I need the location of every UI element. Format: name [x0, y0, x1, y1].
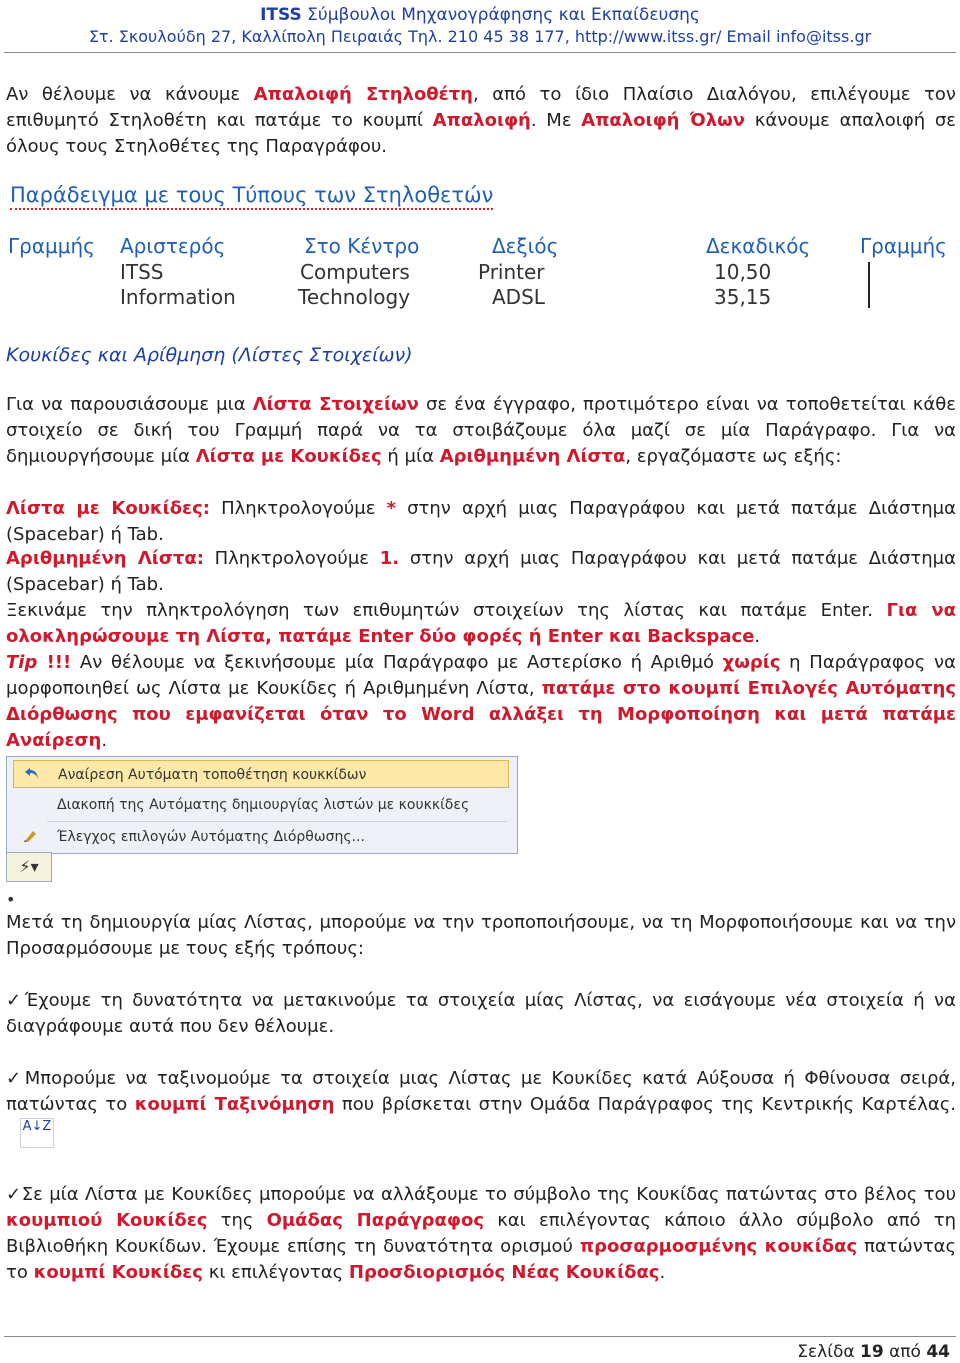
page-number: 19	[860, 1342, 884, 1362]
tab-value: Computers	[300, 260, 410, 284]
highlight: κουμπί Κουκίδες	[33, 1262, 203, 1283]
autocorrect-options-menu	[6, 756, 518, 854]
text: και επιλέγοντας κάποιο άλλο σύμβολο από τη Βιβλιοθήκη Κουκίδων. Έχουμε επίσης τη δυνατότητα ορισμού	[6, 1210, 956, 1257]
tiny-bullet: •	[6, 890, 16, 909]
menu-item-label: Διακοπή της Αυτόματης δημιουργίας λιστών με κουκκίδες	[57, 797, 470, 813]
footer-divider	[4, 1336, 956, 1337]
autocorrect-icon	[23, 829, 39, 843]
text: Αν θέλουμε να κάνουμε	[6, 84, 254, 105]
paragraph-tab-clear	[6, 82, 956, 160]
text: η Παράγραφος να μορφοποιηθεί ως Λίστα με Κουκίδες ή Αριθμημένη Λίστα,	[6, 652, 956, 699]
menu-item-label: Αναίρεση Αυτόματη τοποθέτηση κουκκίδων	[58, 767, 367, 783]
tab-value: ITSS	[120, 260, 164, 284]
sort-icon: A↓Z	[20, 1118, 54, 1148]
text: .	[101, 730, 108, 751]
highlight: Αριθμημένη Λίστα	[439, 446, 626, 467]
header-line-2: Στ. Σκουλούδη 27, Καλλίπολη Πειραιάς Τηλ. 210 45 38 177, http://www.itss.gr/ Email info@itss.gr	[88, 27, 872, 46]
highlight: Απαλοιφή	[432, 110, 531, 131]
highlight: Λίστα Στοιχείων	[252, 394, 419, 415]
text: Πληκτρολογούμε	[209, 498, 387, 519]
tab-value: 35,15	[714, 285, 772, 309]
text: ή μία	[381, 446, 440, 467]
text: Αν θέλουμε να ξεκινήσουμε μία Παράγραφο με Αστερίσκο ή Αριθμό	[71, 652, 723, 673]
header-brand: ITSS	[260, 5, 302, 25]
text: κάνουμε απαλοιφή σε όλους τους Στηλοθέτες της Παραγράφου.	[6, 110, 957, 157]
text: στην αρχή μιας Παραγράφου και μετά πατάμε Διάστημα (Spacebar) ή Tab.	[6, 498, 957, 545]
highlight: χωρίς	[722, 652, 781, 673]
check-icon: ✓	[6, 1068, 25, 1089]
menu-separator	[47, 821, 507, 822]
highlight: Αριθμημένη Λίστα:	[6, 548, 204, 569]
header-company: Σύμβουλοι Μηχανογράφησης και Εκπαίδευσης	[301, 5, 700, 25]
paragraph-numbering	[6, 546, 956, 598]
text: , εργαζόμαστε ως εξής:	[625, 446, 842, 467]
text: . Με	[530, 110, 582, 131]
text: Ξεκινάμε την πληκτρολόγηση των επιθυμητών στοιχείων της λίστας και πατάμε Enter.	[6, 600, 887, 621]
menu-item-label: Έλεγχος επιλογών Αυτόματης Διόρθωσης...	[57, 829, 365, 845]
text: σε ένα έγγραφο, προτιμότερο είναι να τοποθετείται κάθε στοιχείο σε δική του Γραμμή παρά να τα στοιβάζουμε όλα μαζί σε μία Παράγραφο. Για να δημιουργήσουμε μία	[6, 394, 956, 467]
page-total: 44	[926, 1342, 950, 1362]
tab-value: Technology	[298, 285, 411, 309]
undo-icon	[24, 767, 40, 781]
text: .	[659, 1262, 666, 1283]
tab-value: 10,50	[714, 260, 772, 284]
highlight: Για να ολοκληρώσουμε τη Λίστα, πατάμε Enter δύο φορές ή Enter και Backspace	[6, 600, 956, 647]
tab-value: Information	[120, 285, 236, 309]
tab-header: Δεκαδικός	[706, 234, 811, 258]
text: Έχουμε τη δυνατότητα να μετακινούμε τα στοιχεία μίας Λίστας, να εισάγουμε νέα στοιχεία ή να διαγράφουμε αυτά που δεν θέλουμε.	[6, 990, 956, 1037]
text: της	[207, 1210, 267, 1231]
menu-item-stop-bullets[interactable]	[13, 791, 509, 819]
tab-value: ADSL	[492, 285, 545, 309]
tab-example-title: Παράδειγμα με τους Τύπους των Στηλοθετών	[10, 182, 493, 210]
text: Σελίδα	[797, 1342, 860, 1362]
tip-label: Tip	[6, 652, 38, 673]
text: Πληκτρολογούμε	[203, 548, 380, 569]
highlight: 1.	[379, 548, 400, 569]
paragraph-bullets	[6, 496, 956, 548]
menu-item-undo-bullets[interactable]	[13, 760, 509, 788]
checklist-item-move	[6, 988, 956, 1040]
section-title: Κουκίδες και Αρίθμηση (Λίστες Στοιχείων)	[6, 344, 413, 366]
highlight: κουμπί Ταξινόμηση	[134, 1094, 335, 1115]
checklist-item-bullet-symbol	[6, 1182, 956, 1286]
menu-item-autocorrect-options[interactable]	[13, 823, 509, 851]
tab-header: Στο Κέντρο	[304, 234, 420, 258]
highlight: προσαρμοσμένης κουκίδας	[579, 1236, 858, 1257]
highlight: κουμπιού Κουκίδες	[6, 1210, 208, 1231]
highlight: πατάμε στο κουμπί Επιλογές Αυτόματης Διόρθωσης που εμφανίζεται όταν το Word αλλάξει τη Μορφοποίηση και μετά πατάμε Αναίρεση	[6, 678, 957, 751]
check-icon: ✓	[6, 1184, 22, 1205]
bar-tab-line	[868, 262, 870, 308]
text: στην αρχή μιας Παραγράφου και μετά πατάμε Διάστημα (Spacebar) ή Tab.	[6, 548, 956, 595]
tab-header: Γραμμής	[860, 234, 947, 258]
highlight: Ομάδας Παράγραφος	[266, 1210, 484, 1231]
highlight: Προσδιορισμός Νέας Κουκίδας	[348, 1262, 660, 1283]
tab-header: Αριστερός	[120, 234, 226, 258]
autocorrect-options-button[interactable]: ⚡▾	[6, 852, 52, 882]
text: , από το ίδιο Πλαίσιο Διαλόγου, επιλέγουμε τον επιθυμητό Στηλοθέτη και πατάμε το κουμπί	[6, 84, 956, 131]
page-header	[0, 4, 960, 48]
text: από	[883, 1342, 927, 1362]
highlight: Λίστα με Κουκίδες	[195, 446, 382, 467]
paragraph-lists-intro	[6, 392, 956, 470]
header-line-1	[0, 4, 960, 26]
text: Σε μία Λίστα με Κουκίδες μπορούμε να αλλάξουμε το σύμβολο της Κουκίδας πατώντας στο βέλος του	[21, 1184, 956, 1205]
text: Για να παρουσιάσουμε μια	[6, 394, 253, 415]
paragraph-finish-list	[6, 598, 956, 650]
tab-header: Δεξιός	[492, 234, 559, 258]
check-icon: ✓	[6, 990, 25, 1011]
text: .	[754, 626, 761, 647]
text: πατώντας το	[6, 1236, 957, 1283]
highlight: Απαλοιφή Στηλοθέτη	[253, 84, 473, 105]
paragraph-tip	[6, 650, 956, 754]
highlight: !!!	[37, 652, 72, 673]
highlight: *	[386, 498, 397, 519]
header-divider	[4, 52, 956, 53]
tab-stops-example	[6, 178, 956, 313]
highlight: Λίστα με Κουκίδες:	[6, 498, 210, 519]
tab-header: Γραμμής	[8, 234, 95, 258]
checklist-item-sort	[6, 1066, 956, 1148]
page-footer	[0, 1342, 950, 1362]
text: Μπορούμε να ταξινομούμε τα στοιχεία μιας Λίστας με Κουκίδες κατά Αύξουσα ή Φθίνουσα σειρά, πατώντας το	[6, 1068, 956, 1115]
text: που βρίσκεται στην Ομάδα Παράγραφος της Κεντρικής Καρτέλας.	[334, 1094, 956, 1115]
highlight: Απαλοιφή Όλων	[581, 110, 746, 131]
tab-value: Printer	[478, 260, 545, 284]
text: κι επιλέγοντας	[202, 1262, 349, 1283]
paragraph-modify-list: Μετά τη δημιουργία μίας Λίστας, μπορούμε να την τροποποιήσουμε, να τη Μορφοποιήσουμε και να την Προσαρμόσουμε με τους εξής τρόπους:	[6, 912, 956, 959]
